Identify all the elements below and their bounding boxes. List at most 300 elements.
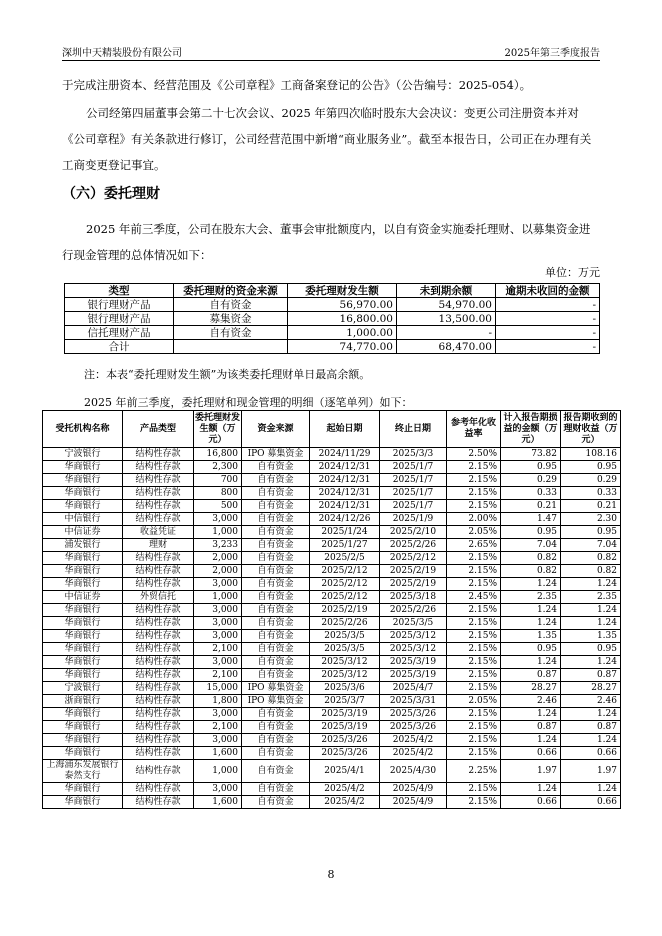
table-row	[43, 552, 621, 565]
table-row	[43, 796, 621, 809]
table-cell: 2025/3/19	[310, 708, 380, 721]
table-cell: 结构性存款	[123, 643, 194, 656]
table-cell: -	[496, 326, 600, 340]
table-cell: 1.97	[501, 760, 561, 783]
table-cell: 0.66	[561, 796, 621, 809]
table-cell: 结构性存款	[123, 682, 194, 695]
table-cell: 2.15%	[447, 747, 501, 760]
table-cell: 74,770.00	[288, 340, 397, 354]
table-cell: 3,000	[194, 783, 242, 796]
column-header: 报告期收到的理财收益（万元）	[561, 411, 621, 448]
table-cell: 1.24	[561, 708, 621, 721]
table-cell: 华商银行	[43, 656, 123, 669]
paragraph-1: 于完成注册资本、经营范围及《公司章程》工商备案登记的公告》（公告编号：2025-054）。	[62, 78, 532, 92]
table-cell: 3,000	[194, 656, 242, 669]
table-cell: 2.05%	[447, 695, 501, 708]
table-cell: 2025/1/7	[380, 474, 447, 487]
table-cell: 1.24	[501, 578, 561, 591]
table-cell: 2024/12/31	[310, 474, 380, 487]
table-cell: 宁波银行	[43, 448, 123, 461]
table-cell: 73.82	[501, 448, 561, 461]
table-cell: 自有资金	[242, 578, 310, 591]
table-cell: 华商银行	[43, 487, 123, 500]
table-cell: 结构性存款	[123, 513, 194, 526]
table-cell: 合计	[65, 340, 174, 354]
paragraph-3: 2025 年前三季度，公司在股东大会、董事会审批额度内，以自有资金实施委托理财、以募集资金进行现金管理的总体情况如下：	[62, 222, 591, 262]
table-cell: 2.35	[501, 591, 561, 604]
table-cell: 结构性存款	[123, 617, 194, 630]
table-row	[43, 747, 621, 760]
table-cell: 银行理财产品	[65, 312, 174, 326]
table-row	[43, 513, 621, 526]
table-cell: 自有资金	[242, 643, 310, 656]
table-cell: 1,600	[194, 796, 242, 809]
table-cell: 2025/3/12	[310, 669, 380, 682]
table-cell: -	[496, 340, 600, 354]
table-cell: 3,000	[194, 513, 242, 526]
table-cell: 0.66	[501, 747, 561, 760]
table-cell: 自有资金	[242, 565, 310, 578]
table-cell: 华商银行	[43, 669, 123, 682]
table-cell: 2.15%	[447, 578, 501, 591]
table-cell: 16,800	[194, 448, 242, 461]
table-cell: 7.04	[561, 539, 621, 552]
table-cell: IPO 募集资金	[242, 695, 310, 708]
table-cell: 2025/3/12	[310, 656, 380, 669]
table-row	[43, 783, 621, 796]
column-header: 终止日期	[380, 411, 447, 448]
table-cell: 2.15%	[447, 474, 501, 487]
detail-table-header	[43, 411, 621, 448]
table-cell: 自有资金	[242, 552, 310, 565]
table-cell: 2025/3/7	[310, 695, 380, 708]
table-cell: 结构性存款	[123, 783, 194, 796]
table-cell: 华商银行	[43, 617, 123, 630]
table-cell: 2025/1/27	[310, 539, 380, 552]
table-cell: 2.15%	[447, 682, 501, 695]
table-cell: 1.24	[561, 656, 621, 669]
table-row	[43, 734, 621, 747]
table-cell: 华商银行	[43, 643, 123, 656]
table-cell: 2025/1/24	[310, 526, 380, 539]
table-cell: 2.00%	[447, 513, 501, 526]
table-cell: 2025/3/5	[380, 617, 447, 630]
table-cell: 1,000	[194, 760, 242, 783]
table-cell: 2025/3/19	[380, 669, 447, 682]
column-header: 逾期未收回的金额	[496, 284, 600, 298]
table-cell: 华商银行	[43, 734, 123, 747]
table-cell: 结构性存款	[123, 734, 194, 747]
column-header: 委托理财发生额	[288, 284, 397, 298]
table-cell: IPO 募集资金	[242, 682, 310, 695]
table-cell: 28.27	[561, 682, 621, 695]
table-cell: 0.95	[561, 461, 621, 474]
table-cell: 结构性存款	[123, 747, 194, 760]
table-cell: 理财	[123, 539, 194, 552]
table-cell: 华商银行	[43, 474, 123, 487]
table-cell: 自有资金	[242, 513, 310, 526]
table-cell: 800	[194, 487, 242, 500]
page-number: 8	[327, 868, 335, 881]
table-cell: 2.15%	[447, 734, 501, 747]
table-cell: 2.45%	[447, 591, 501, 604]
table-cell: 外贸信托	[123, 591, 194, 604]
table-cell: 自有资金	[242, 796, 310, 809]
table-cell: 华商银行	[43, 747, 123, 760]
table-cell: 0.21	[561, 500, 621, 513]
table-cell: 2025/3/6	[310, 682, 380, 695]
table-cell: 募集资金	[174, 312, 288, 326]
table-cell: 2,300	[194, 461, 242, 474]
table-cell: 0.21	[501, 500, 561, 513]
table-cell: 3,000	[194, 578, 242, 591]
table-cell: 1.24	[561, 617, 621, 630]
paragraph-2: 公司经第四届董事会第二十七次会议、2025 年第四次临时股东大会决议：变更公司注册资本并对《公司章程》有关条款进行修订，公司经营范围中新增“商业服务业”。截至本报告日，公司正在办理有关工商变更登记事宜。	[62, 106, 592, 172]
table-cell: 2.15%	[447, 487, 501, 500]
table-cell: 自有资金	[174, 298, 288, 312]
table-cell: 结构性存款	[123, 604, 194, 617]
table-cell: 0.82	[561, 552, 621, 565]
table-cell: 56,970.00	[288, 298, 397, 312]
table-cell: 2025/1/7	[380, 500, 447, 513]
table-cell: 2025/3/26	[310, 747, 380, 760]
table-cell: 自有资金	[242, 721, 310, 734]
table-cell: 2.15%	[447, 796, 501, 809]
table-cell: 0.87	[561, 721, 621, 734]
table-cell: 68,470.00	[397, 340, 496, 354]
table-cell: 2025/4/30	[380, 760, 447, 783]
table-row	[43, 630, 621, 643]
table-row	[43, 500, 621, 513]
table-cell: 结构性存款	[123, 630, 194, 643]
table-cell: 自有资金	[242, 747, 310, 760]
table-cell: 2.15%	[447, 604, 501, 617]
column-header: 产品类型	[123, 411, 194, 448]
table-cell: 浙商银行	[43, 695, 123, 708]
table-row	[65, 298, 600, 312]
table-cell: 2,000	[194, 565, 242, 578]
report-title: 2025年第三季度报告	[504, 48, 600, 59]
table-cell: 结构性存款	[123, 669, 194, 682]
table-cell: 1.24	[501, 617, 561, 630]
table-cell: 自有资金	[242, 708, 310, 721]
table-cell: 2025/2/19	[310, 604, 380, 617]
table-cell: 15,000	[194, 682, 242, 695]
table-cell: 1.24	[561, 604, 621, 617]
table-cell: 2024/12/31	[310, 500, 380, 513]
table-cell: 结构性存款	[123, 448, 194, 461]
table-cell: 28.27	[501, 682, 561, 695]
table-cell: 2025/3/31	[380, 695, 447, 708]
table-cell: 2.65%	[447, 539, 501, 552]
table-cell: 2.15%	[447, 783, 501, 796]
table-row	[43, 487, 621, 500]
table-cell: 0.66	[501, 796, 561, 809]
table-cell	[174, 340, 288, 354]
table-cell: 结构性存款	[123, 487, 194, 500]
table-cell: 2.50%	[447, 448, 501, 461]
table-cell: 1.24	[501, 604, 561, 617]
table-cell: 结构性存款	[123, 552, 194, 565]
table-cell: 浦发银行	[43, 539, 123, 552]
table-cell: 华商银行	[43, 721, 123, 734]
table-cell: 1.24	[501, 708, 561, 721]
table-cell: 2025/3/26	[380, 708, 447, 721]
table-cell: 自有资金	[242, 500, 310, 513]
table-cell: 2025/3/19	[380, 656, 447, 669]
table-row	[43, 448, 621, 461]
table-cell: 2.46	[561, 695, 621, 708]
table-cell: 2025/3/26	[380, 721, 447, 734]
table-cell: 2.25%	[447, 760, 501, 783]
table-cell: 2025/2/26	[380, 539, 447, 552]
table-cell: 华商银行	[43, 500, 123, 513]
table-cell: 华商银行	[43, 630, 123, 643]
table-cell: 华商银行	[43, 796, 123, 809]
table-row	[43, 539, 621, 552]
table-cell: 2,000	[194, 552, 242, 565]
table-cell: 1.24	[561, 734, 621, 747]
section-title: （六）委托理财	[62, 186, 160, 202]
table-cell: 108.16	[561, 448, 621, 461]
table-cell: 结构性存款	[123, 578, 194, 591]
table-cell: 2025/3/18	[380, 591, 447, 604]
detail-intro: 2025 年前三季度，委托理财和现金管理的明细（逐笔单列）如下：	[84, 396, 413, 409]
table-cell: 2025/2/12	[310, 578, 380, 591]
table-cell: 2.15%	[447, 721, 501, 734]
table-cell: 13,500.00	[397, 312, 496, 326]
table-row	[43, 656, 621, 669]
table-cell: 3,000	[194, 604, 242, 617]
table-cell: 2025/3/19	[310, 721, 380, 734]
table-note: 注：本表“委托理财发生额”为该类委托理财单日最高余额。	[84, 368, 371, 381]
table-cell: 1.35	[501, 630, 561, 643]
column-header: 计入报告期损益的金额（万元）	[501, 411, 561, 448]
table-row	[43, 617, 621, 630]
table-cell: 1,000	[194, 591, 242, 604]
table-cell: 2025/2/26	[310, 617, 380, 630]
table-cell: 1.24	[501, 783, 561, 796]
table-cell: 2025/2/10	[380, 526, 447, 539]
table-row	[43, 669, 621, 682]
table-row	[43, 565, 621, 578]
table-cell: 结构性存款	[123, 656, 194, 669]
table-cell: 结构性存款	[123, 760, 194, 783]
page-header	[62, 44, 600, 60]
table-cell: 2025/1/7	[380, 461, 447, 474]
table-cell: 2025/4/2	[310, 796, 380, 809]
table-cell: 2.15%	[447, 461, 501, 474]
table-cell: 结构性存款	[123, 461, 194, 474]
table-cell: 2025/4/2	[310, 783, 380, 796]
table-cell: 0.82	[501, 565, 561, 578]
table-cell: 0.33	[501, 487, 561, 500]
table-row	[43, 708, 621, 721]
table-row	[43, 695, 621, 708]
table-cell: 自有资金	[242, 487, 310, 500]
table-cell: 自有资金	[242, 474, 310, 487]
table-cell: 自有资金	[174, 326, 288, 340]
table-cell: 2025/4/1	[310, 760, 380, 783]
table-cell: 1.24	[561, 578, 621, 591]
table-cell: 信托理财产品	[65, 326, 174, 340]
table-cell: 华商银行	[43, 783, 123, 796]
table-cell: 1.24	[501, 734, 561, 747]
table-cell: 2,100	[194, 643, 242, 656]
table-cell: 上海浦东发展银行泰然支行	[43, 760, 123, 783]
table-cell: 中信证券	[43, 526, 123, 539]
column-header: 起始日期	[310, 411, 380, 448]
table-cell: 0.87	[501, 721, 561, 734]
table-row	[43, 643, 621, 656]
table-cell: 16,800.00	[288, 312, 397, 326]
table-cell: 2025/2/19	[380, 565, 447, 578]
table-cell: 2.46	[501, 695, 561, 708]
table-cell: 0.87	[501, 669, 561, 682]
table-cell: 2025/3/5	[310, 630, 380, 643]
table-cell: 54,970.00	[397, 298, 496, 312]
table-row	[43, 591, 621, 604]
table-cell: 2025/2/19	[380, 578, 447, 591]
table-row	[65, 312, 600, 326]
table-row	[43, 474, 621, 487]
table-cell: 0.95	[561, 643, 621, 656]
table-cell: 2025/3/12	[380, 643, 447, 656]
table-row	[65, 326, 600, 340]
table-cell: 1.24	[561, 783, 621, 796]
table-cell: 3,000	[194, 734, 242, 747]
table-cell: 0.82	[501, 552, 561, 565]
table-cell: 2025/2/5	[310, 552, 380, 565]
table-cell: 2.15%	[447, 500, 501, 513]
table-cell: 3,000	[194, 617, 242, 630]
table-cell: 0.82	[561, 565, 621, 578]
table-row	[65, 340, 600, 354]
table-cell: 2025/4/9	[380, 796, 447, 809]
table-cell: 中信银行	[43, 513, 123, 526]
table-cell: 2025/2/12	[380, 552, 447, 565]
table-cell: 0.29	[501, 474, 561, 487]
table-cell: 3,000	[194, 630, 242, 643]
table-cell: 结构性存款	[123, 708, 194, 721]
table-cell: 2025/3/3	[380, 448, 447, 461]
table-cell: 宁波银行	[43, 682, 123, 695]
table-cell: 2025/1/9	[380, 513, 447, 526]
table-cell: 华商银行	[43, 461, 123, 474]
table-cell: 自有资金	[242, 617, 310, 630]
table-cell: 2.15%	[447, 565, 501, 578]
table-cell: 1.97	[561, 760, 621, 783]
table-cell: 自有资金	[242, 526, 310, 539]
table-cell: 华商银行	[43, 578, 123, 591]
table-cell: 500	[194, 500, 242, 513]
company-name: 深圳中天精装股份有限公司	[62, 48, 182, 59]
table-cell: 2,100	[194, 721, 242, 734]
table-cell: 2.15%	[447, 656, 501, 669]
table-cell: 2025/4/7	[380, 682, 447, 695]
table-cell: 2024/11/29	[310, 448, 380, 461]
table-cell: 1.47	[501, 513, 561, 526]
table-cell: 2024/12/31	[310, 461, 380, 474]
table-cell: 华商银行	[43, 552, 123, 565]
table-cell: 结构性存款	[123, 565, 194, 578]
table-row	[43, 578, 621, 591]
table-cell: 2025/4/9	[380, 783, 447, 796]
table-cell: 0.95	[561, 526, 621, 539]
table-cell: 1.24	[501, 656, 561, 669]
unit-label: 单位：万元	[545, 266, 600, 279]
table-cell: 0.95	[501, 526, 561, 539]
table-cell: 自有资金	[242, 630, 310, 643]
table-cell: 1,000	[194, 526, 242, 539]
table-cell: 0.87	[561, 669, 621, 682]
table-cell: 2025/2/12	[310, 565, 380, 578]
table-cell: 自有资金	[242, 539, 310, 552]
table-row	[43, 682, 621, 695]
table-cell: IPO 募集资金	[242, 448, 310, 461]
table-row	[43, 760, 621, 783]
table-cell: 结构性存款	[123, 500, 194, 513]
table-cell: 2.15%	[447, 708, 501, 721]
table-cell: 2025/1/7	[380, 487, 447, 500]
table-cell: 自有资金	[242, 461, 310, 474]
table-cell: 2025/3/5	[310, 643, 380, 656]
table-cell: 2,100	[194, 669, 242, 682]
table-cell: 7.04	[501, 539, 561, 552]
table-cell: 华商银行	[43, 708, 123, 721]
table-cell: 结构性存款	[123, 695, 194, 708]
summary-table-header	[65, 284, 600, 298]
table-cell: -	[496, 312, 600, 326]
table-cell: 0.29	[561, 474, 621, 487]
table-cell: 华商银行	[43, 604, 123, 617]
table-cell: 收益凭证	[123, 526, 194, 539]
table-cell: -	[496, 298, 600, 312]
table-cell: 3,000	[194, 708, 242, 721]
table-cell: 自有资金	[242, 760, 310, 783]
table-row	[43, 526, 621, 539]
column-header: 委托理财发生额（万元）	[194, 411, 242, 448]
table-cell: 2.15%	[447, 669, 501, 682]
table-cell: 2025/2/12	[310, 591, 380, 604]
table-cell: 自有资金	[242, 656, 310, 669]
table-cell: 银行理财产品	[65, 298, 174, 312]
table-cell: 2.15%	[447, 552, 501, 565]
table-cell: 2024/12/26	[310, 513, 380, 526]
table-cell: 结构性存款	[123, 474, 194, 487]
table-cell: 自有资金	[242, 591, 310, 604]
detail-table	[42, 410, 621, 809]
table-cell: 自有资金	[242, 783, 310, 796]
column-header: 受托机构名称	[43, 411, 123, 448]
column-header: 类型	[65, 284, 174, 298]
table-cell: 700	[194, 474, 242, 487]
summary-table	[64, 283, 600, 354]
table-cell: -	[397, 326, 496, 340]
table-cell: 2025/4/2	[380, 747, 447, 760]
table-cell: 1,800	[194, 695, 242, 708]
table-cell: 2025/3/12	[380, 630, 447, 643]
table-cell: 1,600	[194, 747, 242, 760]
table-cell: 2.15%	[447, 617, 501, 630]
table-cell: 3,233	[194, 539, 242, 552]
table-cell: 中信证券	[43, 591, 123, 604]
table-cell: 2.05%	[447, 526, 501, 539]
table-cell: 2025/3/26	[310, 734, 380, 747]
column-header: 资金来源	[242, 411, 310, 448]
table-cell: 自有资金	[242, 734, 310, 747]
table-cell: 结构性存款	[123, 796, 194, 809]
